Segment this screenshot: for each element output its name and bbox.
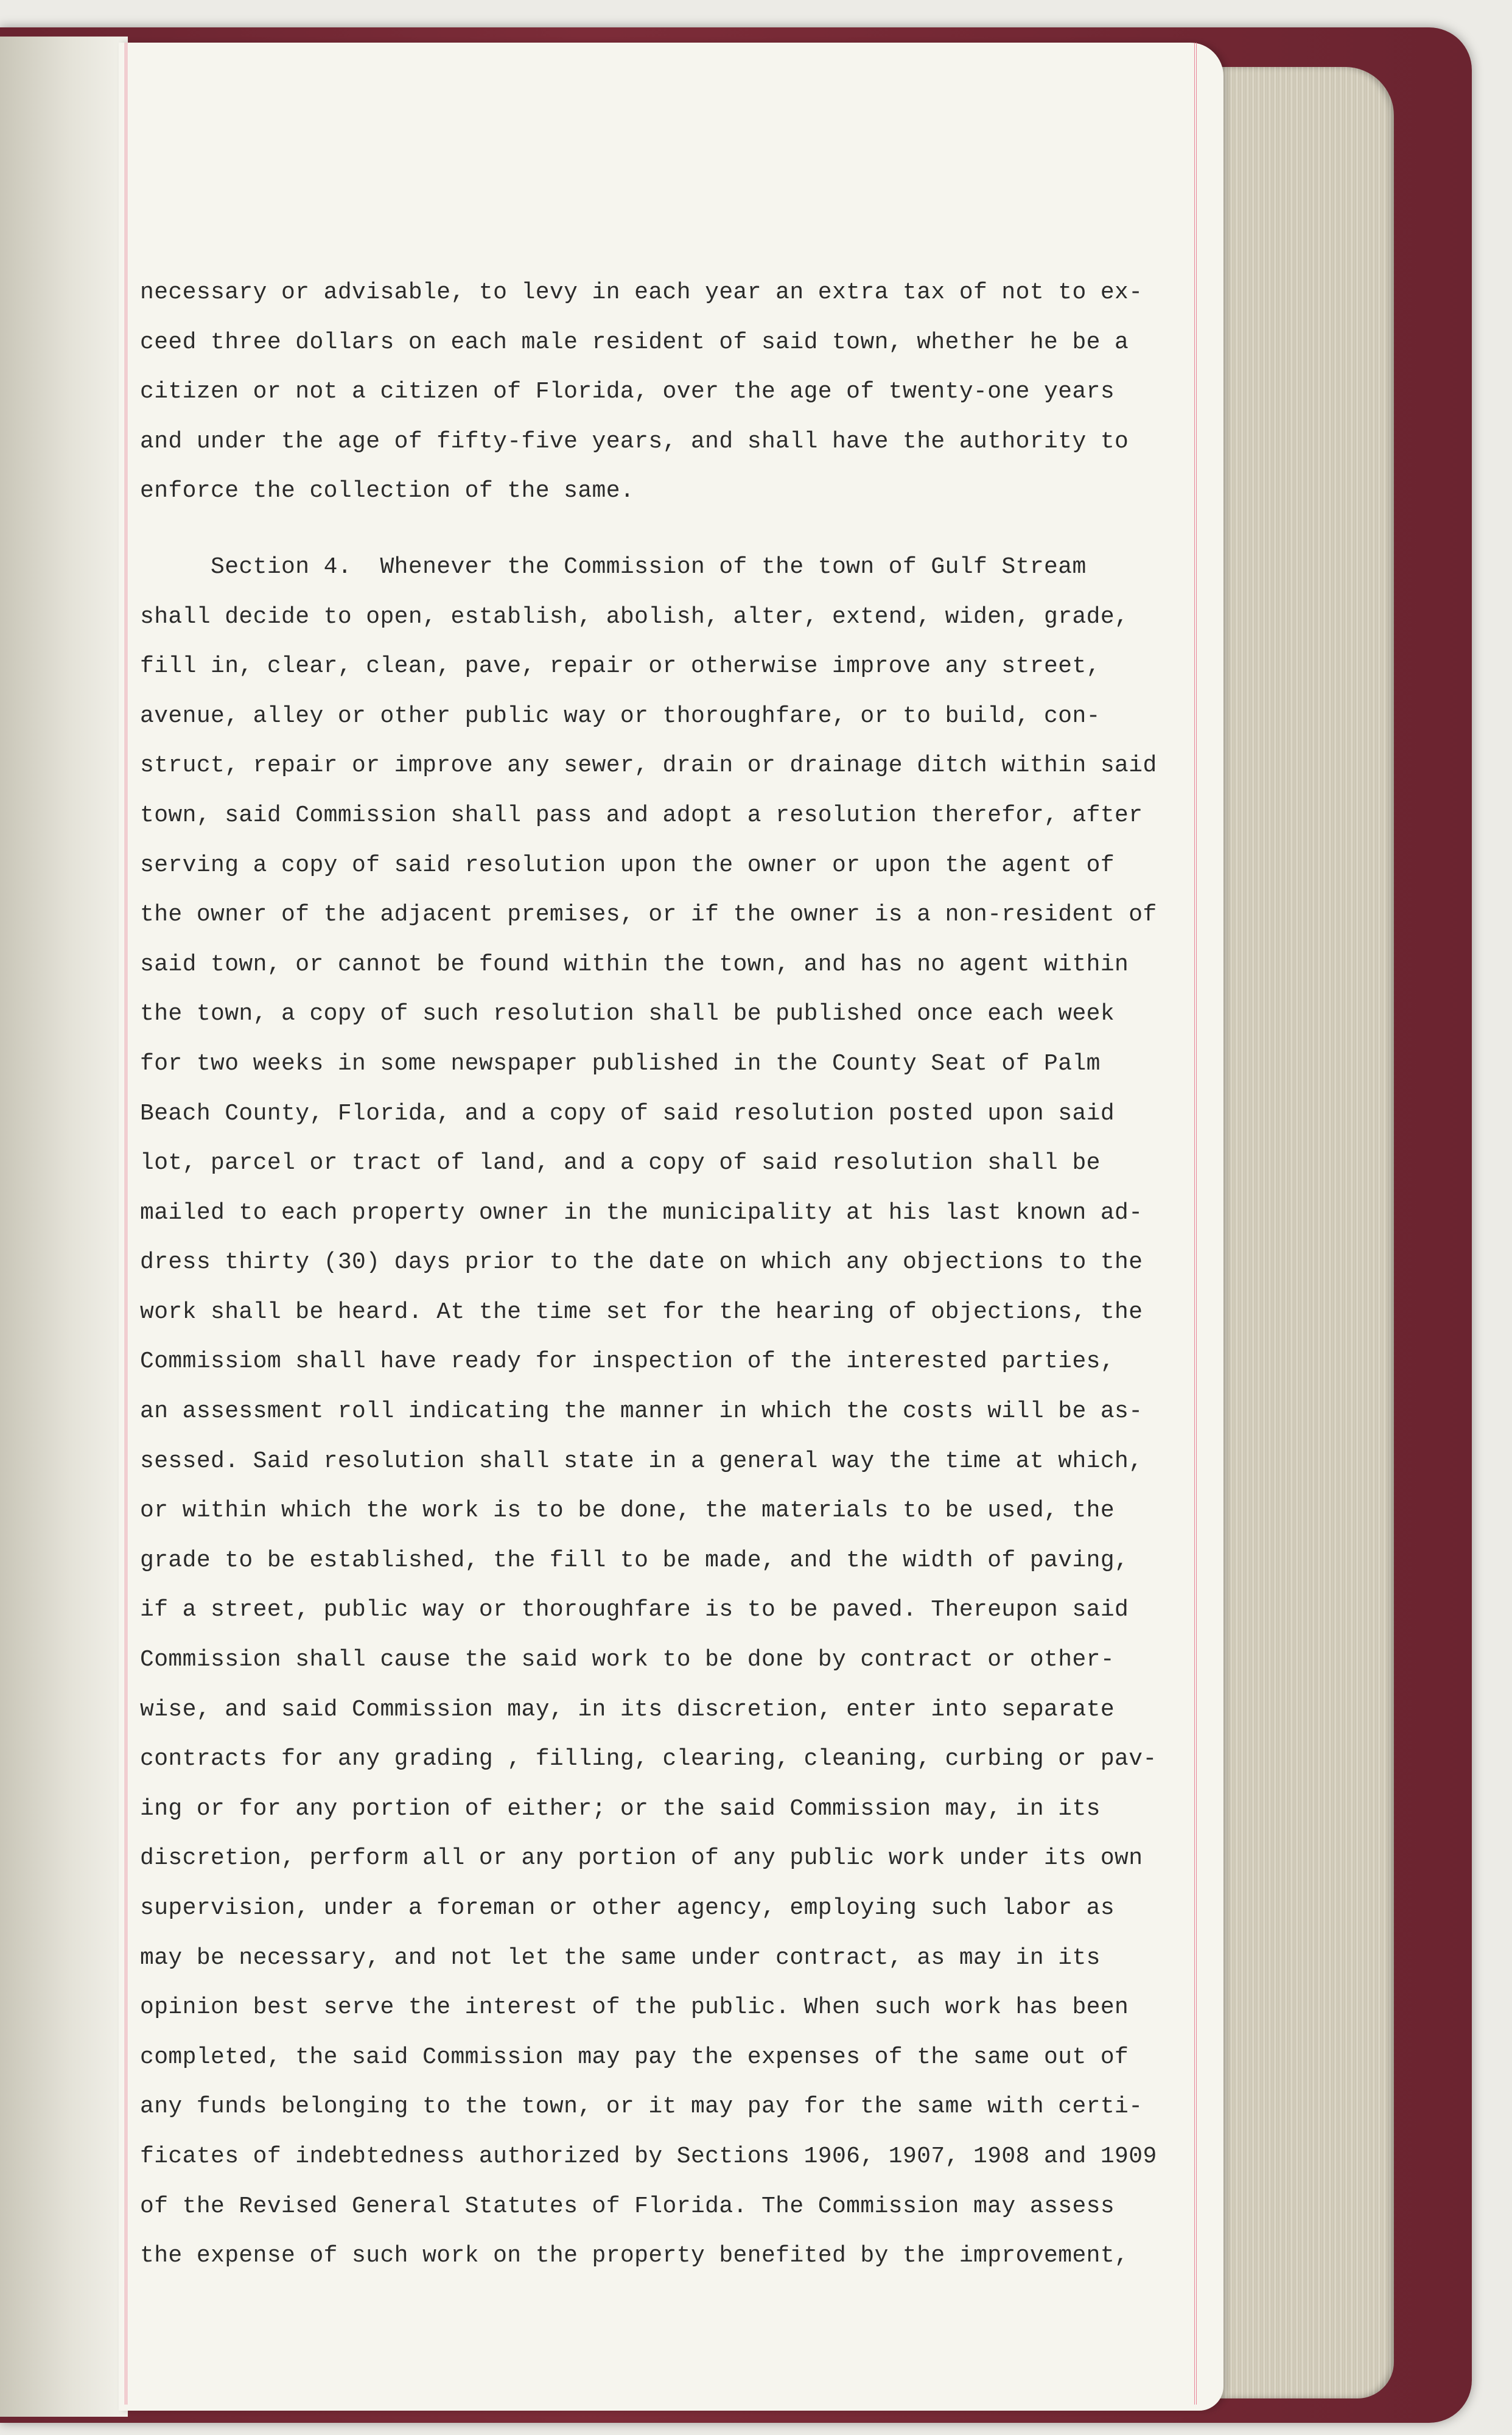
text-line: Commission shall cause the said work to be done by contract or other-: [140, 1647, 1115, 1673]
typed-text-block: [140, 268, 1196, 2281]
text-line: supervision, under a foreman or other agency, employing such labor as: [140, 1895, 1115, 1921]
text-line: ceed three dollars on each male resident of said town, whether he be a: [140, 329, 1129, 356]
text-line: the owner of the adjacent premises, or if the owner is a non-resident of: [140, 902, 1157, 928]
text-line: completed, the said Commission may pay the expenses of the same out of: [140, 2044, 1129, 2070]
text-line: citizen or not a citizen of Florida, over the age of twenty-one years: [140, 379, 1115, 405]
text-line: avenue, alley or other public way or thoroughfare, or to build, con-: [140, 702, 1101, 729]
left-margin-rule: [125, 43, 127, 2405]
text-line: the expense of such work on the property benefited by the improvement,: [140, 2243, 1129, 2269]
text-line: mailed to each property owner in the municipality at his last known ad-: [140, 1199, 1143, 1226]
text-line: ficates of indebtedness authorized by Sections 1906, 1907, 1908 and 1909: [140, 2143, 1157, 2170]
text-line: enforce the collection of the same.: [140, 478, 635, 505]
text-line: of the Revised General Statutes of Florida. The Commission may assess: [140, 2193, 1115, 2220]
text-line: for two weeks in some newspaper published in the County Seat of Palm: [140, 1050, 1101, 1077]
text-line: an assessment roll indicating the manner in which the costs will be as-: [140, 1398, 1143, 1425]
text-line: work shall be heard. At the time set for the hearing of objections, the: [140, 1298, 1143, 1325]
text-line: and under the age of fifty-five years, and shall have the authority to: [140, 428, 1129, 455]
text-line: shall decide to open, establish, abolish, alter, extend, widen, grade,: [140, 603, 1129, 630]
page-edges: [1211, 67, 1394, 2398]
text-line: Beach County, Florida, and a copy of said resolution posted upon said: [140, 1100, 1115, 1127]
text-line: fill in, clear, clean, pave, repair or otherwise improve any street,: [140, 653, 1101, 680]
text-line: town, said Commission shall pass and adopt a resolution therefor, after: [140, 802, 1143, 829]
text-line: ing or for any portion of either; or the said Commission may, in its: [140, 1795, 1101, 1822]
text-line: if a street, public way or thoroughfare is to be paved. Thereupon said: [140, 1597, 1129, 1624]
book-gutter: [0, 37, 128, 2417]
text-line: sessed. Said resolution shall state in a general way the time at which,: [140, 1448, 1143, 1474]
text-line: serving a copy of said resolution upon the owner or upon the agent of: [140, 852, 1115, 878]
text-line: any funds belonging to the town, or it may pay for the same with certi-: [140, 2093, 1143, 2120]
text-line: grade to be established, the fill to be made, and the width of paving,: [140, 1547, 1129, 1574]
text-line: dress thirty (30) days prior to the date on which any objections to the: [140, 1249, 1143, 1276]
text-line: struct, repair or improve any sewer, drain or drainage ditch within said: [140, 752, 1157, 779]
text-line: discretion, perform all or any portion of any public work under its own: [140, 1845, 1143, 1872]
text-line: necessary or advisable, to levy in each year an extra tax of not to ex-: [140, 279, 1143, 306]
text-line: wise, and said Commission may, in its discretion, enter into separate: [140, 1696, 1115, 1723]
paragraph-gap: [140, 516, 1196, 542]
text-line: contracts for any grading , filling, clearing, cleaning, curbing or pav-: [140, 1746, 1157, 1773]
text-line: or within which the work is to be done, the materials to be used, the: [140, 1498, 1115, 1524]
text-line: lot, parcel or tract of land, and a copy of said resolution shall be: [140, 1150, 1101, 1177]
text-line: Commissiom shall have ready for inspection of the interested parties,: [140, 1348, 1115, 1375]
text-line: may be necessary, and not let the same under contract, as may in its: [140, 1944, 1101, 1971]
text-line: said town, or cannot be found within the town, and has no agent within: [140, 951, 1129, 978]
text-line: Section 4. Whenever the Commission of the town of Gulf Stream: [140, 553, 1087, 580]
text-line: the town, a copy of such resolution shall be published once each week: [140, 1001, 1115, 1028]
text-line: opinion best serve the interest of the public. When such work has been: [140, 1994, 1129, 2021]
